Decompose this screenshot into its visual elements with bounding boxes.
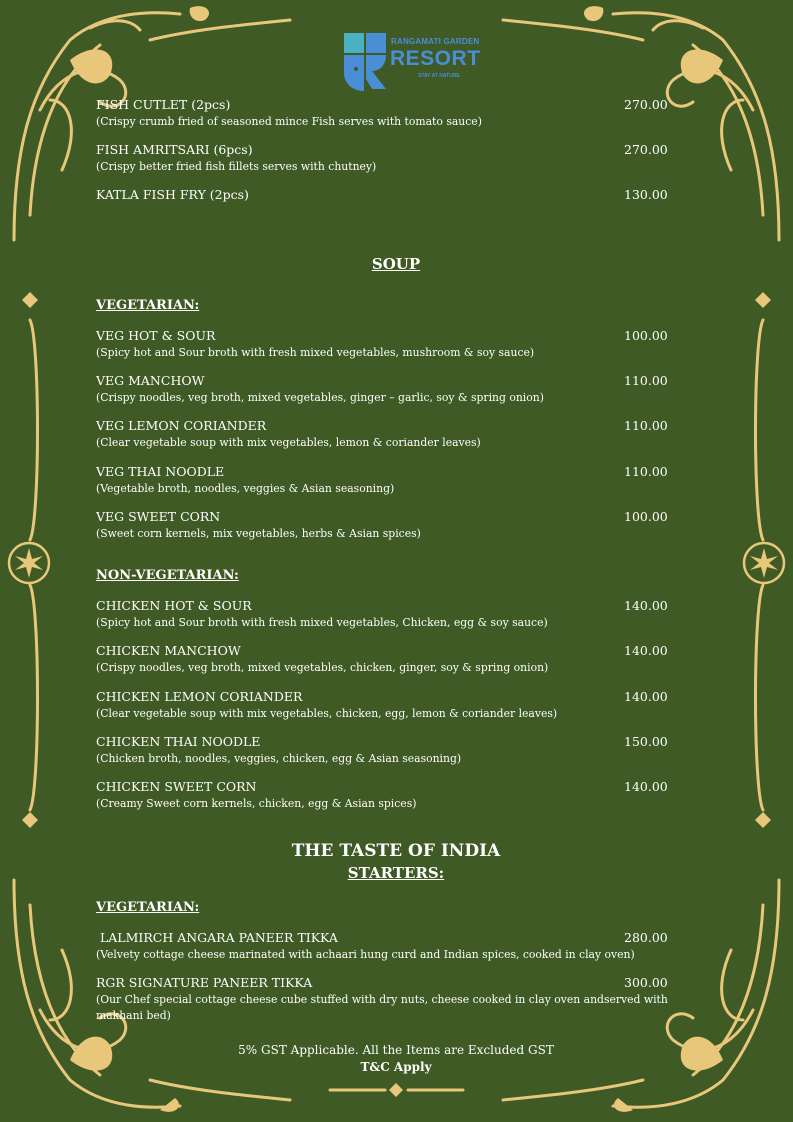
- menu-item-desc: (Sweet corn kernels, mix vegetables, herbs & Asian spices): [96, 527, 421, 540]
- subsection-title-veg: VEGETARIAN:: [96, 298, 200, 313]
- menu-item-name: RGR SIGNATURE PANEER TIKKA: [96, 975, 313, 990]
- menu-item-desc: (Spicy hot and Sour broth with fresh mixed vegetables, mushroom & soy sauce): [96, 346, 535, 359]
- menu-item-desc: (Creamy Sweet corn kernels, chicken, egg & Asian spices): [96, 797, 417, 810]
- menu-item-price: 110.00: [624, 373, 668, 388]
- menu-item-name: CHICKEN HOT & SOUR: [96, 598, 252, 613]
- menu-item-price: 140.00: [624, 689, 668, 704]
- menu-item-name: FISH CUTLET (2pcs): [96, 97, 231, 112]
- tc-note: T&C Apply: [360, 1060, 432, 1074]
- logo-line1: RANGAMATI GARDEN: [391, 37, 480, 46]
- menu-item-name: VEG MANCHOW: [96, 373, 205, 388]
- menu-item-price: 110.00: [624, 418, 668, 433]
- menu-item-desc: (Crispy noodles, veg broth, mixed vegetables, ginger – garlic, soy & spring onion): [96, 391, 544, 404]
- menu-item-price: 140.00: [624, 643, 668, 658]
- menu-item-desc: (Crispy better fried fish fillets serves with chutney): [96, 160, 377, 173]
- menu-item-name: CHICKEN SWEET CORN: [96, 779, 257, 794]
- section-title-india: THE TASTE OF INDIA: [291, 841, 501, 861]
- menu-item-name: VEG THAI NOODLE: [96, 464, 225, 479]
- menu-item-price: 280.00: [624, 930, 668, 945]
- logo-line2: RESORT: [390, 47, 481, 70]
- menu-item-price: 100.00: [624, 509, 668, 524]
- menu-item-price: 140.00: [624, 779, 668, 794]
- menu-item-desc-cont: makhani bed): [96, 1009, 171, 1022]
- menu-item-price: 140.00: [624, 598, 668, 613]
- menu-item-desc: (Vegetable broth, noodles, veggies & Asian seasoning): [96, 482, 395, 495]
- menu-item-name: CHICKEN MANCHOW: [96, 643, 241, 658]
- menu-item-price: 100.00: [624, 328, 668, 343]
- menu-item-price: 110.00: [624, 464, 668, 479]
- menu-item-name: KATLA FISH FRY (2pcs): [96, 187, 249, 202]
- menu-item-price: 270.00: [624, 142, 668, 157]
- menu-item-desc: (Our Chef special cottage cheese cube stuffed with dry nuts, cheese cooked in clay oven andserved with: [96, 993, 668, 1006]
- menu-item-desc: (Clear vegetable soup with mix vegetables, lemon & coriander leaves): [96, 436, 481, 449]
- section-title-soup: SOUP: [371, 255, 421, 273]
- menu-item-name: CHICKEN LEMON CORIANDER: [96, 689, 303, 704]
- subsection-title-nonveg: NON-VEGETARIAN:: [96, 568, 239, 583]
- resort-logo: [342, 33, 492, 93]
- menu-item-desc: (Velvety cottage cheese marinated with achaari hung curd and Indian spices, cooked in clay oven): [96, 948, 635, 961]
- subsection-title-veg: VEGETARIAN:: [96, 900, 200, 915]
- logo-mark-icon: [342, 33, 388, 93]
- section-subtitle-starters: STARTERS:: [347, 864, 445, 882]
- menu-item-name: CHICKEN THAI NOODLE: [96, 734, 261, 749]
- menu-item-name: LALMIRCH ANGARA PANEER TIKKA: [96, 930, 338, 945]
- menu-item-name: FISH AMRITSARI (6pcs): [96, 142, 253, 157]
- menu-item-name: VEG SWEET CORN: [96, 509, 221, 524]
- gst-note: 5% GST Applicable. All the Items are Excluded GST: [238, 1043, 554, 1057]
- menu-item-price: 130.00: [624, 187, 668, 202]
- menu-item-desc: (Clear vegetable soup with mix vegetables, chicken, egg, lemon & coriander leaves): [96, 707, 558, 720]
- menu-item-desc: (Crispy noodles, veg broth, mixed vegetables, chicken, ginger, soy & spring onion): [96, 661, 549, 674]
- menu-item-name: VEG LEMON CORIANDER: [96, 418, 267, 433]
- menu-item-price: 270.00: [624, 97, 668, 112]
- menu-item-desc: (Spicy hot and Sour broth with fresh mixed vegetables, Chicken, egg & soy sauce): [96, 616, 548, 629]
- menu-item-name: VEG HOT & SOUR: [96, 328, 216, 343]
- logo-tagline: STAY AT NATURE: [418, 73, 460, 79]
- menu-item-price: 150.00: [624, 734, 668, 749]
- menu-item-price: 300.00: [624, 975, 668, 990]
- menu-item-desc: (Crispy crumb fried of seasoned mince Fish serves with tomato sauce): [96, 115, 482, 128]
- menu-item-desc: (Chicken broth, noodles, veggies, chicken, egg & Asian seasoning): [96, 752, 462, 765]
